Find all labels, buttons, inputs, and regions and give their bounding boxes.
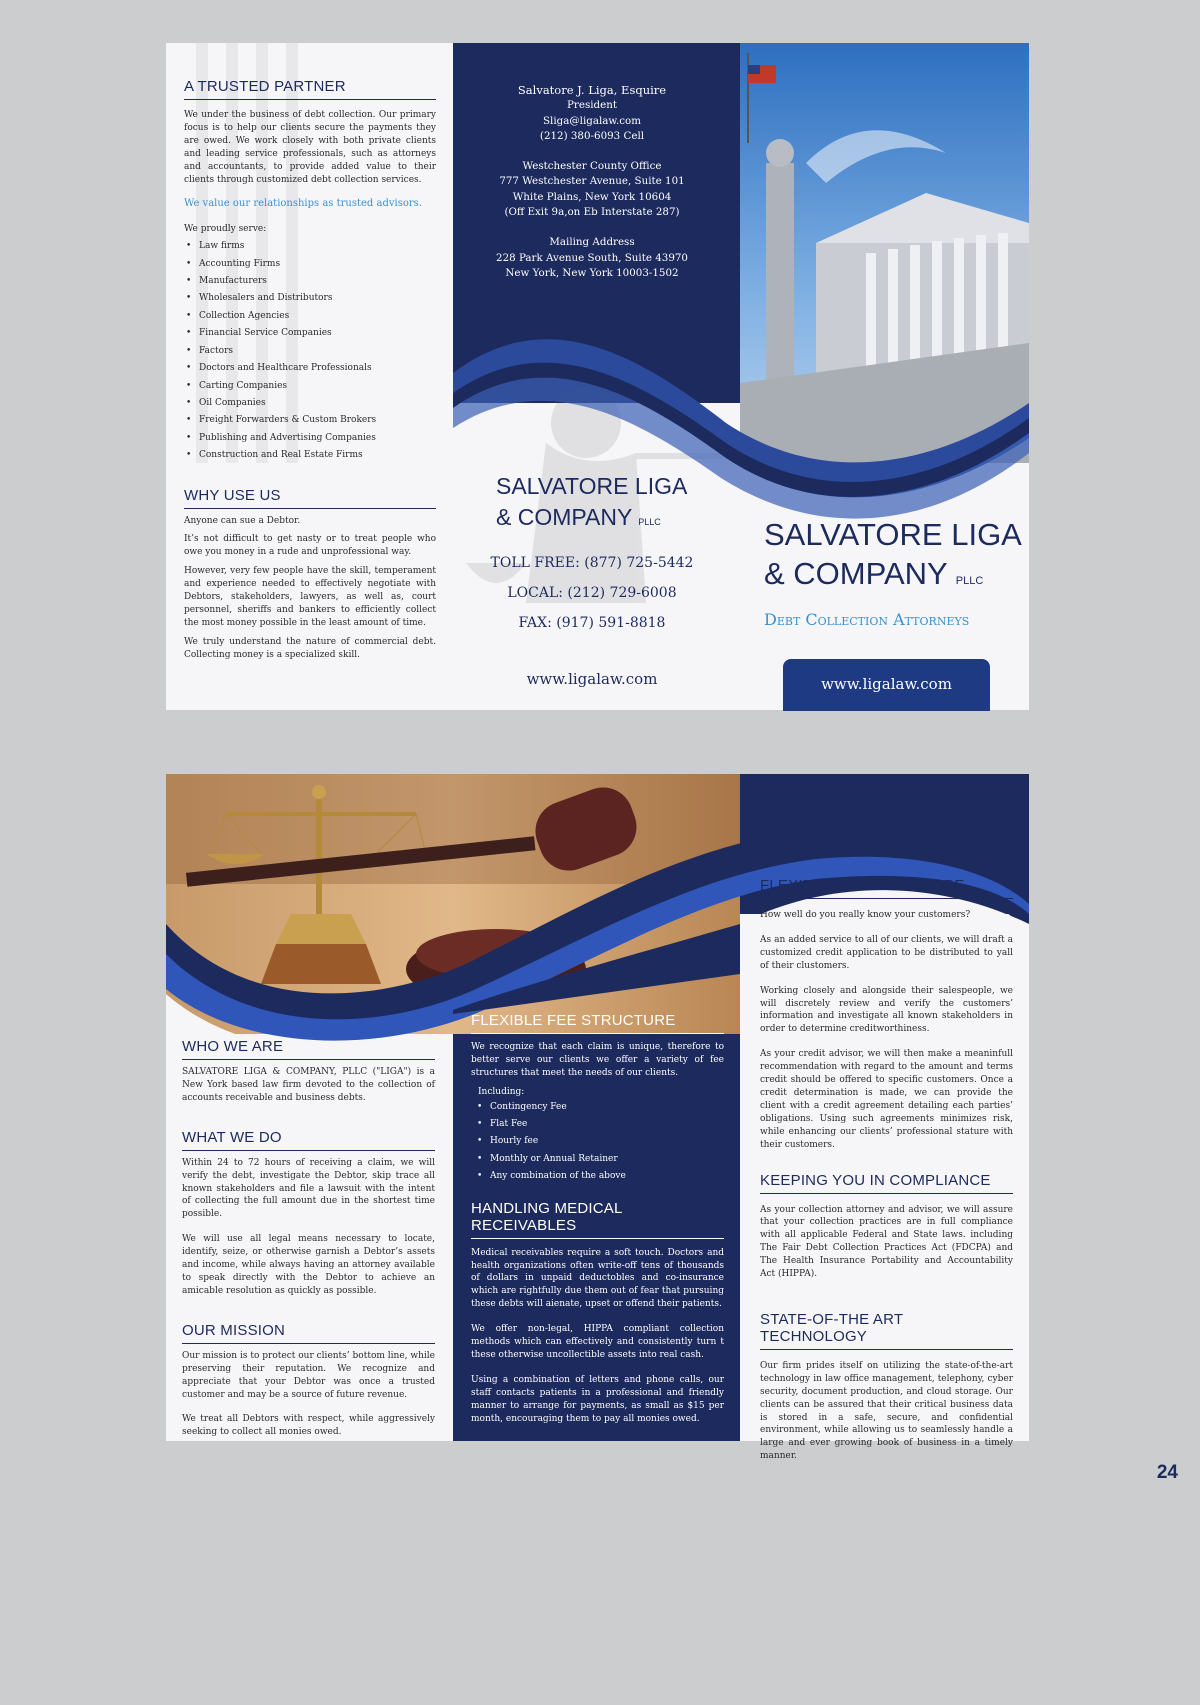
fee-list	[471, 1099, 724, 1186]
list-item: • Law firms	[184, 238, 436, 255]
contact-name: Salvatore J. Liga, Esquire	[517, 83, 667, 97]
what-we-do-text-2: We will use all legal means necessary to locate, identify, seize, or otherwise garnish a Debtor’s assets and income, while always having an attorney available to speak directly with the Debtor to achieve an amicable resolution as quickly as possible.	[182, 1234, 435, 1296]
mailing-label: Mailing Address	[549, 236, 635, 249]
mailing-line2: New York, New York 10003-1502	[505, 266, 679, 279]
paragraph: Anyone can sue a Debtor.	[184, 515, 301, 526]
including-label: Including:	[478, 1086, 525, 1097]
heading-our-mission: OUR MISSION	[182, 1322, 435, 1344]
panel-who-we-are	[182, 1038, 435, 1705]
brochure-outside	[166, 43, 1029, 710]
office-line2: White Plains, New York 10604	[512, 190, 672, 203]
mission-text-2: We treat all Debtors with respect, while aggressively seeking to collect all monies owed.	[182, 1414, 435, 1438]
cover-brand-suffix: PLLC	[955, 575, 984, 587]
list-item: • Publishing and Advertising Companies	[184, 430, 436, 447]
heading-why-use-us: WHY USE US	[184, 487, 436, 509]
mailing-line1: 228 Park Avenue South, Suite 43970	[496, 251, 688, 264]
heading-who-we-are: WHO WE ARE	[182, 1038, 435, 1060]
panel-trusted-partner	[184, 43, 436, 710]
fee-right-text-1: How well do you really know your customers?	[760, 910, 971, 920]
office-line1: 777 Westchester Avenue, Suite 101	[499, 175, 685, 188]
brochure-inside	[166, 774, 1029, 1462]
list-item: • Factors	[184, 343, 436, 360]
page-number: 24	[1156, 1462, 1178, 1483]
paragraph: We truly understand the nature of commercial debt. Collecting money is a specialized skill.	[184, 636, 436, 660]
cover-brand-line2: & COMPANY	[764, 556, 948, 591]
list-item: • Financial Service Companies	[184, 325, 436, 342]
medical-text-3: Using a combination of letters and phone calls, our staff contacts patients in a professional and friendly manner to arrange for payments, as small as $15 per month, encouraging them to pay all monies owed.	[471, 1374, 724, 1424]
back-brand-line1: SALVATORE LIGA	[496, 473, 688, 499]
trusted-partner-text: We under the business of debt collection. Our primary focus is to help our clients secure the payments they are owed. We work closely with both private clients and leading service professionals, such as attorneys and accountants, to provide added value to their clients through customized debt collection services.	[184, 110, 436, 185]
list-item: • Carting Companies	[184, 378, 436, 395]
courthouse-photo	[740, 43, 1029, 463]
list-item: • Construction and Real Estate Firms	[184, 447, 436, 464]
heading-fee-structure-right: FLEXIBLE FEE STRUCTURE	[760, 877, 1013, 899]
office-line3: (Off Exit 9a,on Eb Interstate 287)	[504, 206, 680, 219]
list-item: • Wholesalers and Distributors	[184, 290, 436, 307]
what-we-do-text-1: Within 24 to 72 hours of receiving a claim, we will verify the debt, investigate the Debtor, skip trace all known stakeholders and file a lawsuit with the intent of collecting the full amount due in the shortest time possible.	[182, 1157, 435, 1220]
list-item: • Oil Companies	[184, 395, 436, 412]
fee-right-text-2: As an added service to all of our clients, we will draft a customized credit application to be distributed to yall of their clustomers.	[760, 934, 1013, 971]
cover-website-button[interactable]: www.ligalaw.com	[783, 659, 990, 711]
back-website-link[interactable]: www.ligalaw.com	[526, 670, 658, 688]
list-item: • Contingency Fee	[475, 1099, 724, 1116]
list-item: • Flat Fee	[475, 1116, 724, 1133]
mission-text-1: Our mission is to protect our clients’ bottom line, while preserving their reputation. We recognize and appreciate that your Debtor was once a trusted customer and may be a source of future revenue.	[182, 1350, 435, 1400]
cover-brand	[764, 515, 1022, 601]
technology-text: Our firm prides itself on utilizing the state-of-the-art technology in law office management, telephony, cyber security, document production, and cloud storage. Our clients can be assured that their critical business data is stored in a safe, secure, and confidential environment, while allowing us to seamlessly handle a large and ever growing book of business in a timely manner.	[760, 1360, 1013, 1462]
heading-trusted-partner: A TRUSTED PARTNER	[184, 78, 436, 100]
who-we-are-text: SALVATORE LIGA & COMPANY, PLLC ("LIGA") is a New York based law firm devoted to the collection of accounts receivable and business debts.	[182, 1067, 435, 1103]
cover-tagline: Debt Collection Attorneys	[764, 610, 970, 629]
heading-fee-structure-mid: FLEXIBLE FEE STRUCTURE	[471, 1012, 724, 1034]
contact-title: President	[567, 99, 617, 112]
heading-compliance: KEEPING YOU IN COMPLIANCE	[760, 1172, 1013, 1194]
serve-intro: We proudly serve:	[184, 224, 267, 235]
medical-text-1: Medical receivables require a soft touch. Doctors and health organizations often write-off tens of thousands of dollars in unpaid deductobles and co-insurance which are rightfully due them out of fear that pursuing these debts will aienate, upset or offend their patients.	[471, 1247, 724, 1310]
why-use-us-text	[184, 515, 436, 662]
list-item: • Freight Forwarders & Custom Brokers	[184, 412, 436, 429]
toll-free-number[interactable]: TOLL FREE: (877) 725-5442	[490, 555, 694, 571]
fee-right-text-3: Working closely and alongside their salespeople, we will discretely review and verify the customers’ information and investigate all known stakeholders in order to determine creditworthiness.	[760, 985, 1013, 1035]
back-brand-suffix: PLLC	[638, 517, 661, 527]
list-item: • Collection Agencies	[184, 308, 436, 325]
back-brand-line2: & COMPANY	[496, 504, 632, 530]
panel-compliance	[760, 877, 1013, 1544]
cover-brand-line1: SALVATORE LIGA	[764, 517, 1022, 552]
list-item: • Doctors and Healthcare Professionals	[184, 360, 436, 377]
fee-right-text-4: As your credit advisor, we will then make a meaninfull recommendation with regard to the amount and terms credit should be offered to specific customers. Once a credit determination is made, we can provide the client with a credit agreement detailing each parties’ obligations. Using such agreements minimizes risk, while enhancing our clients’ professional stature with their customers.	[760, 1049, 1013, 1150]
trusted-advisors-highlight: We value our relationships as trusted advisors.	[184, 198, 422, 210]
list-item: • Hourly fee	[475, 1133, 724, 1150]
paragraph: It’s not difficult to get nasty or to treat people who owe you money in a rude and unprofessional way.	[184, 534, 436, 558]
heading-medical-receivables: HANDLING MEDICAL RECEIVABLES	[471, 1200, 724, 1239]
office-label: Westchester County Office	[522, 160, 662, 173]
contact-block	[466, 83, 718, 281]
compliance-text: As your collection attorney and advisor, we will assure that your collection practices are in full compliance with all applicable Federal and State laws. including The Fair Debt Collection Practices Act (FDCPA) and The Health Insurance Portability and Accountability Act (HIPPA).	[760, 1204, 1013, 1280]
phone-block	[466, 548, 718, 638]
heading-technology: STATE-OF-THE ART TECHNOLOGY	[760, 1311, 1013, 1350]
fee-structure-text: We recognize that each claim is unique, therefore to better serve our clients we offer a variety of fee structures that meet the needs of our clients.	[471, 1042, 724, 1078]
heading-what-we-do: WHAT WE DO	[182, 1129, 435, 1151]
list-item: • Manufacturers	[184, 273, 436, 290]
back-brand	[496, 471, 687, 538]
list-item: • Any combination of the above	[475, 1168, 724, 1185]
list-item: • Monthly or Annual Retainer	[475, 1151, 724, 1168]
serve-list	[184, 238, 436, 464]
contact-email[interactable]: Sliga@ligalaw.com	[542, 114, 641, 127]
panel-fee-structure	[471, 1012, 724, 1679]
contact-cell: (212) 380-6093 Cell	[539, 129, 645, 142]
fax-number: FAX: (917) 591-8818	[518, 615, 666, 631]
local-number[interactable]: LOCAL: (212) 729-6008	[507, 585, 677, 601]
paragraph: However, very few people have the skill, temperament and experience needed to effectively negotiate with Debtors, stakeholders, lawyers, as well as, court personnel, sheriffs and bankers to efficiently collect the most money possible in the least amount of time.	[184, 566, 436, 628]
medical-text-2: We offer non-legal, HIPPA compliant collection methods which can effectively and consistently turn t these otherwise uncollectible assets into real cash.	[471, 1324, 724, 1360]
list-item: • Accounting Firms	[184, 256, 436, 273]
